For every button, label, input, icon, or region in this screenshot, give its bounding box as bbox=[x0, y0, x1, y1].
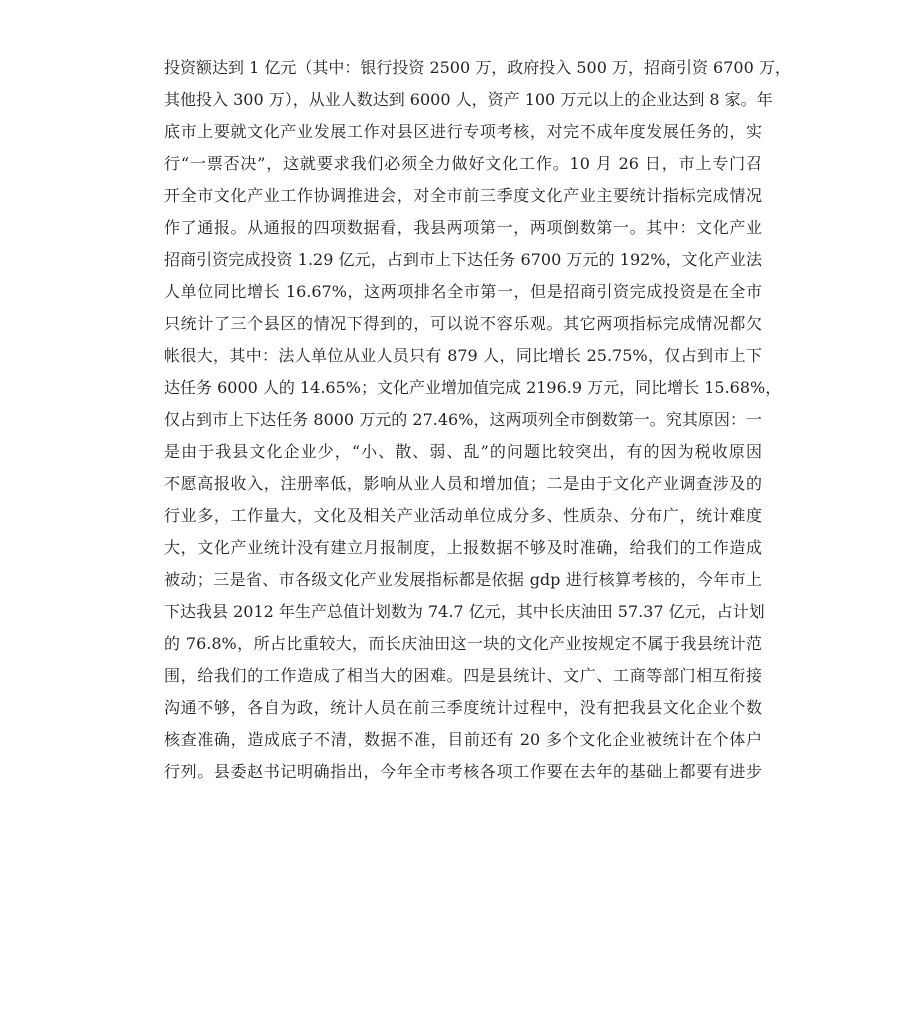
text-line: 行业多，工作量大，文化及相关产业活动单位成分多、性质杂、分布广，统计难度 bbox=[164, 506, 762, 525]
text-line: 是由于我县文化企业少，“小、散、弱、乱”的问题比较突出，有的因为税收原因 bbox=[164, 442, 762, 461]
text-line: 只统计了三个县区的情况下得到的，可以说不容乐观。其它两项指标完成情况都欠 bbox=[164, 314, 762, 333]
text-line: 人单位同比增长 16.67%，这两项排名全市第一，但是招商引资完成投资是在全市 bbox=[164, 282, 762, 301]
text-line: 核查准确，造成底子不清，数据不准，目前还有 20 多个文化企业被统计在个体户 bbox=[164, 730, 762, 749]
text-line: 投资额达到 1 亿元（其中：银行投资 2500 万，政府投入 500 万，招商引资 6700 万， bbox=[164, 58, 791, 77]
text-line: 沟通不够，各自为政，统计人员在前三季度统计过程中，没有把我县文化企业个数 bbox=[164, 698, 762, 717]
text-line: 的 76.8%，所占比重较大，而长庆油田这一块的文化产业按规定不属于我县统计范 bbox=[164, 634, 762, 653]
text-line: 招商引资完成投资 1.29 亿元，占到市上下达任务 6700 万元的 192%，文化产业法 bbox=[164, 250, 762, 269]
text-line: 大，文化产业统计没有建立月报制度，上报数据不够及时准确，给我们的工作造成 bbox=[164, 538, 762, 557]
text-line: 行列。县委赵书记明确指出，今年全市考核各项工作要在去年的基础上都要有进步 bbox=[164, 762, 762, 781]
text-line: 达任务 6000 人的 14.65%；文化产业增加值完成 2196.9 万元，同比增长 15.68%， bbox=[164, 378, 782, 397]
text-line: 仅占到市上下达任务 8000 万元的 27.46%，这两项列全市倒数第一。究其原因：一 bbox=[164, 410, 762, 429]
text-line: 作了通报。从通报的四项数据看，我县两项第一，两项倒数第一。其中：文化产业 bbox=[164, 218, 762, 237]
document-body bbox=[164, 52, 791, 788]
text-line: 底市上要就文化产业发展工作对县区进行专项考核，对完不成年度发展任务的，实 bbox=[164, 122, 762, 141]
text-line: 被动；三是省、市各级文化产业发展指标都是依据 gdp 进行核算考核的，今年市上 bbox=[164, 570, 762, 589]
text-line: 行“一票否决”，这就要求我们必须全力做好文化工作。10 月 26 日，市上专门召 bbox=[164, 154, 762, 173]
text-line: 下达我县 2012 年生产总值计划数为 74.7 亿元，其中长庆油田 57.37 亿元，占计划 bbox=[164, 602, 765, 621]
text-line: 围，给我们的工作造成了相当大的困难。四是县统计、文广、工商等部门相互衔接 bbox=[164, 666, 762, 685]
text-line: 帐很大，其中：法人单位从业人员只有 879 人，同比增长 25.75%，仅占到市上下 bbox=[164, 346, 762, 365]
text-line: 其他投入 300 万），从业人数达到 6000 人，资产 100 万元以上的企业达到 8 家。年 bbox=[164, 90, 773, 109]
text-line: 开全市文化产业工作协调推进会，对全市前三季度文化产业主要统计指标完成情况 bbox=[164, 186, 762, 205]
text-line: 不愿高报收入，注册率低，影响从业人员和增加值；二是由于文化产业调查涉及的 bbox=[164, 474, 762, 493]
